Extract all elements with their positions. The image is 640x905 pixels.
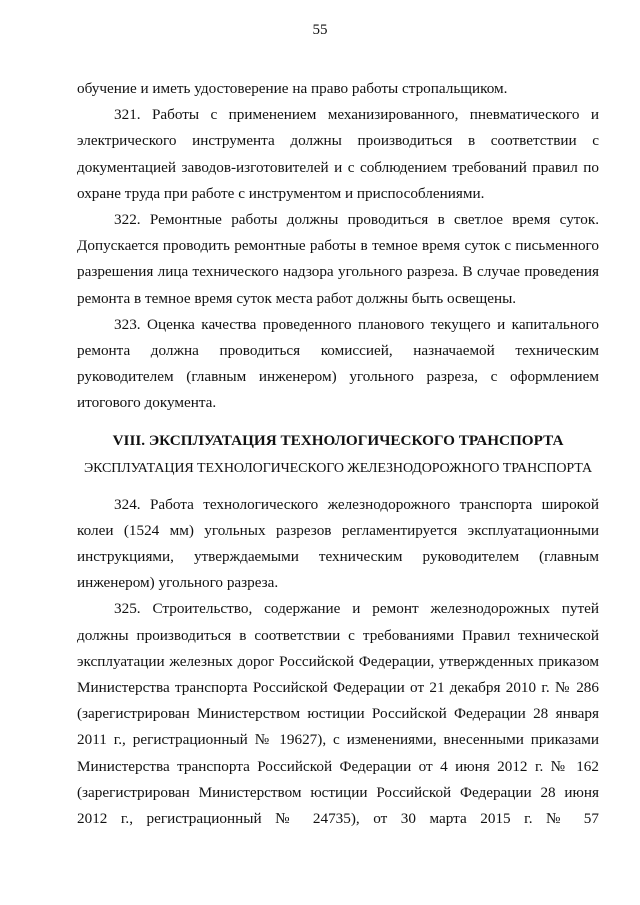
paragraph-321: 321. Работы с применением механизированного, пневматического и электрического инструмента должны производиться в соответствии с документацией заводов-изготовителей и с соблюдением требований правил по охране труда при работе с инструментом и приспособлениями. [77, 106, 599, 202]
document-body [77, 76, 599, 832]
paragraph-323: 323. Оценка качества проведенного планового текущего и капитального ремонта должна проводиться комиссией, назначаемой техническим руководителем (главным инженером) угольного разреза, с оформлением итогового документа. [77, 315, 599, 412]
paragraph-325: 325. Строительство, содержание и ремонт железнодорожных путей должны производиться в соответствии с требованиями Правил технической эксплуатации железных дорог Российской Федерации, утвержденных приказом Министерства транспорта Российской Федерации от 21 декабря 2010 г. № 286 (зарегистрирован Министерством юстиции Российской Федерации 28 января 2011 г., регистрационный № 19627), с изменениями, внесенными приказами Министерства транспорта Российской Федерации от 4 июня 2012 г. № 162 (зарегистрирован Министерством юстиции Российской Федерации 28 июня 2012 г., регистрационный № 24735), от 30 марта 2015 г. № 57 [77, 600, 599, 828]
paragraph-324: 324. Работа технологического железнодорожного транспорта широкой колеи (1524 мм) угольных разрезов регламентируется эксплуатационными инструкциями, утверждаемыми техническим руководителем (главным инженером) угольного разреза. [77, 495, 599, 592]
page-number: 55 [312, 22, 328, 38]
paragraph-322: 322. Ремонтные работы должны проводиться в светлое время суток. Допускается проводить ремонтные работы в темное время суток с письменного разрешения лица технического надзора угольного разреза. В случае проведения ремонта в темное время суток места работ должны быть освещены. [77, 211, 599, 307]
subsection-heading: ЭКСПЛУАТАЦИЯ ТЕХНОЛОГИЧЕСКОГО ЖЕЛЕЗНОДОРОЖНОГО ТРАНСПОРТА [83, 460, 593, 476]
paragraph-continuation: обучение и иметь удостоверение на право работы стропальщиком. [77, 80, 508, 97]
section-heading: VIII. ЭКСПЛУАТАЦИЯ ТЕХНОЛОГИЧЕСКОГО ТРАНСПОРТА [112, 431, 564, 449]
